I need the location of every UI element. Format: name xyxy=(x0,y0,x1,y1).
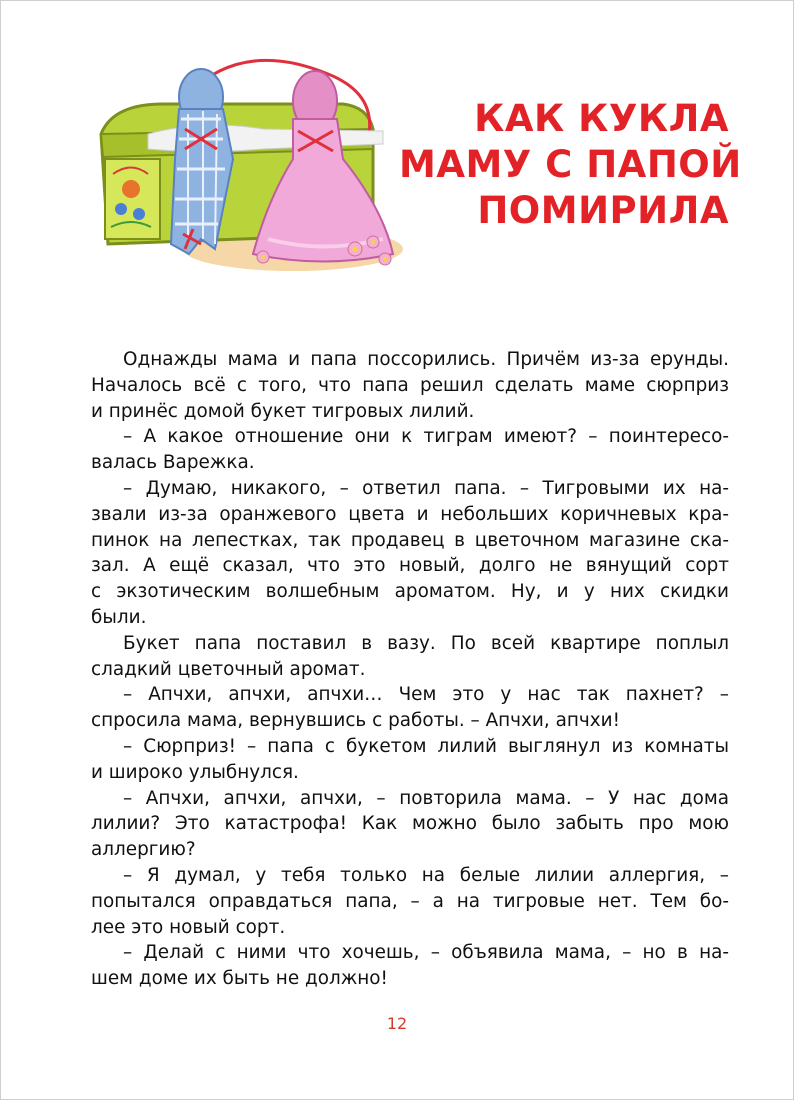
title-line-1: КАК КУКЛА xyxy=(474,97,729,140)
story-line: были. xyxy=(91,606,147,628)
story-line: Букет папа поставил в вазу. По всей квартире поплыл xyxy=(123,632,729,654)
story-line: зал. А ещё сказал, что это новый, долго не вянущий сорт xyxy=(91,555,729,577)
story-line: – Апчхи, апчхи, апчхи, – повторила мама. – У нас дома xyxy=(123,787,729,809)
story-line: аллергию? xyxy=(91,839,196,861)
story-line: спросила мама, вернувшись с работы. – Апчхи, апчхи! xyxy=(91,710,620,732)
story-line: и принёс домой букет тигровых лилий. xyxy=(91,400,475,422)
story-text xyxy=(91,347,729,992)
dolls-chest-image xyxy=(93,49,413,279)
story-line: и широко улыбнулся. xyxy=(91,761,299,783)
story-title xyxy=(399,96,742,234)
story-line: – Делай с ними что хочешь, – объявила мама, – но в на- xyxy=(123,942,729,964)
story-line: звали из-за оранжевого цвета и небольших коричневых кра- xyxy=(91,503,729,525)
story-line: Началось всё с того, что папа решил сделать маме сюрприз xyxy=(91,374,729,396)
story-line: валась Варежка. xyxy=(91,452,255,474)
story-line: – А какое отношение они к тиграм имеют? – поинтересо- xyxy=(123,426,729,448)
story-line: – Сюрприз! – папа с букетом лилий выглянул из комнаты xyxy=(123,735,729,757)
story-line: сладкий цветочный аромат. xyxy=(91,658,366,680)
story-line: попытался оправдаться папа, – а на тигровые нет. Тем бо- xyxy=(91,890,729,912)
story-line: лилии? Это катастрофа! Как можно было забыть про мою xyxy=(91,813,729,835)
story-line: – Апчхи, апчхи, апчхи… Чем это у нас так пахнет? – xyxy=(123,684,729,706)
story-line: – Я думал, у тебя только на белые лилии аллергия, – xyxy=(123,864,729,886)
story-line: с экзотическим волшебным ароматом. Ну, и у них скидки xyxy=(91,581,729,603)
page-number: 12 xyxy=(386,1014,408,1033)
title-line-3: ПОМИРИЛА xyxy=(477,189,729,232)
story-line: пинок на лепестках, так продавец в цветочном магазине ска- xyxy=(91,529,729,551)
story-line: шем доме их быть не должно! xyxy=(91,968,388,990)
story-line: – Думаю, никакого, – ответил папа. – Тигровыми их на- xyxy=(123,477,729,499)
story-line: лее это новый сорт. xyxy=(91,916,286,938)
title-line-2: МАМУ С ПАПОЙ xyxy=(399,143,742,186)
story-line: Однажды мама и папа поссорились. Причём из-за ерунды. xyxy=(123,349,729,370)
dolls-illustration xyxy=(93,49,413,279)
